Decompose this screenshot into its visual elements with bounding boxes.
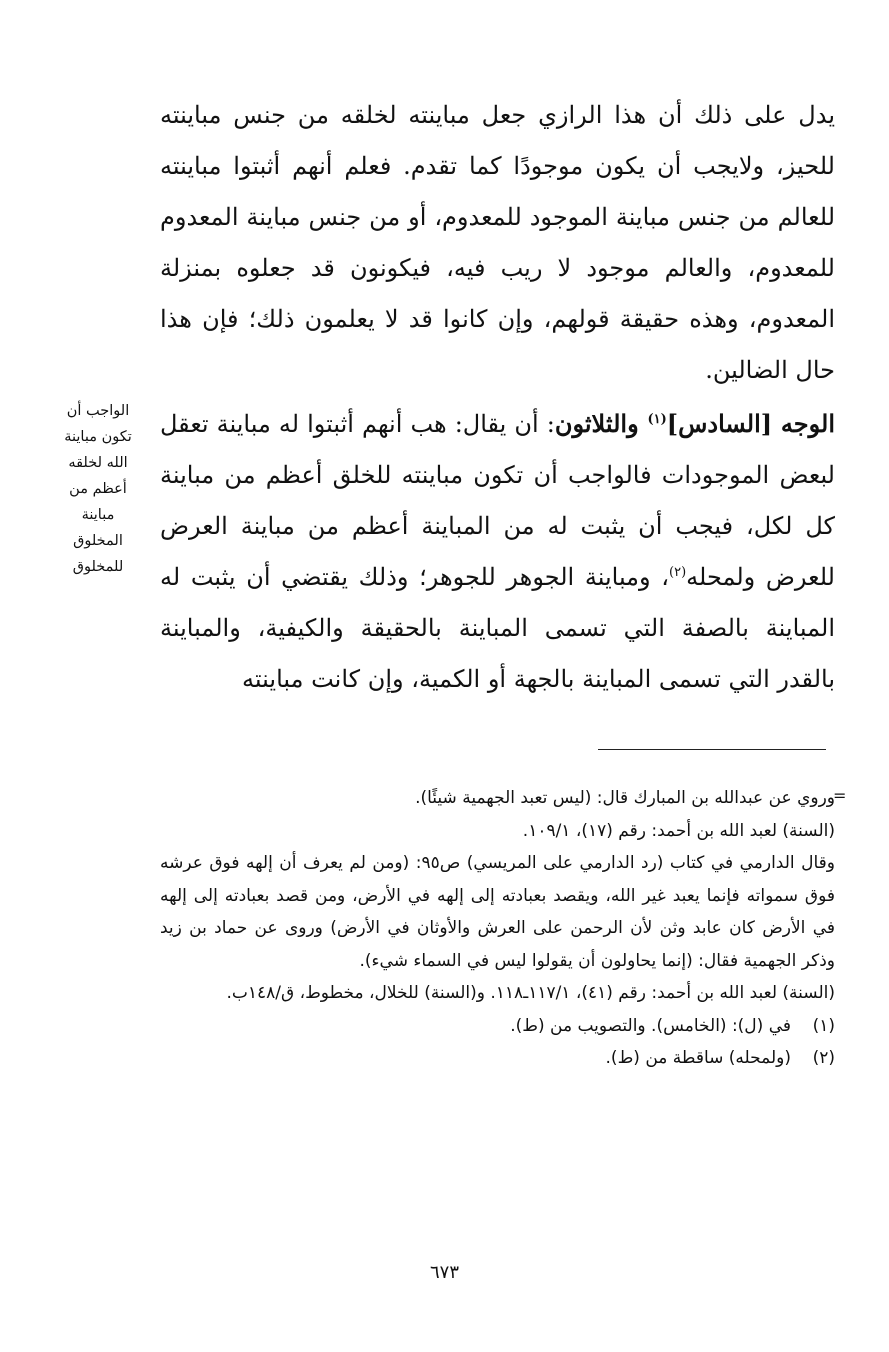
footnote-continuation-line: (السنة) لعبد الله بن أحمد: رقم (١٧)، ١٠٩/١. — [522, 820, 835, 841]
page-number: ٦٧٣ — [429, 1262, 459, 1283]
section-heading-start: الوجه [السادس] — [666, 409, 835, 438]
margin-note-line: مباينة — [81, 507, 115, 523]
margin-note — [46, 398, 150, 580]
margin-note-line: المخلوق — [73, 533, 123, 549]
paragraph-2-text-a: : أن يقال: هب أنهم أثبتوا له مباينة تعقل لبعض الموجودات فالواجب أن تكون مباينته للخلق أعظم من مباينة كل لكل، فيجب أن يثبت له من المباينة أعظم من مباينة العرض للعرض ولمحله — [160, 410, 835, 591]
footnote-ref-2: (٢) — [669, 565, 687, 580]
section-heading — [555, 409, 835, 438]
footnote-1 — [160, 1010, 835, 1043]
section-heading-end: والثلاثون — [554, 409, 648, 438]
footnote-text: (ولمحله) ساقطة من (ط). — [605, 1048, 791, 1068]
paragraph-2 — [160, 398, 835, 705]
footnote-divider — [598, 749, 826, 750]
margin-note-line: الواجب أن — [66, 403, 130, 419]
margin-note-line: الله لخلقه — [68, 455, 128, 471]
footnote-continuation-line: وقال الدارمي في كتاب (رد الدارمي على المريسي) ص٩٥: (ومن لم يعرف أن إلهه فوق عرشه فوق سمواته فإنما يعبد غير الله، ويقصد بعبادته إلى إلهه في الأرض، ومن قصد بعبادته إلى إلهه في الأرض كان عابد وثن لأن الرحمن على العرش والأوثان في الأرض) وروى عن حماد بن زيد وذكر الجهمية فقال: (إنما يحاولون أن يقولوا ليس في السماء شيء). — [160, 853, 835, 971]
footnote-number: (٢) — [812, 1048, 835, 1068]
margin-note-line: للمخلوق — [72, 559, 124, 575]
footnote-2 — [160, 1042, 835, 1075]
paragraph-2-text-b: ، ومباينة الجوهر للجوهر؛ وذلك يقتضي أن يثبت له المباينة بالصفة التي تسمى المباينة بالحقيقة والكيفية، والمباينة بالقدر التي تسمى المباينة بالجهة أو الكمية، وإن كانت مباينته — [160, 563, 835, 693]
footnote-continuation-mark: = — [833, 786, 847, 805]
footnote-number: (١) — [812, 1015, 835, 1036]
footnotes — [160, 782, 835, 1075]
margin-note-line: أعظم من — [69, 481, 127, 497]
footnote-continuation-line: وروي عن عبدالله بن المبارك قال: (ليس تعبد الجهمية شيئًا). — [415, 788, 835, 808]
margin-note-line: تكون مباينة — [64, 429, 132, 445]
footnote-text: في (ل): (الخامس). والتصويب من (ط). — [510, 1015, 791, 1036]
footnote-ref-1: (١) — [647, 412, 667, 427]
paragraph-1: يدل على ذلك أن هذا الرازي جعل مباينته لخلقه من جنس مباينته للحيز، ولايجب أن يكون موجودًا كما تقدم. فعلم أنهم أثبتوا مباينته للعالم من جنس مباينة الموجود للمعدوم، أو من جنس مباينة المعدوم للمعدوم، والعالم موجود لا ريب فيه، فيكونون قد جعلوه بمنزلة المعدوم، وهذه حقيقة قولهم، وإن كانوا قد لا يعلمون ذلك؛ فإن هذا حال الضالين. — [160, 101, 836, 384]
main-text — [160, 90, 835, 705]
footnote-continuation-line: (السنة) لعبد الله بن أحمد: رقم (٤١)، ١١٧/١ـ١١٨. و(السنة) للخلال، مخطوط، ق/١٤٨ب. — [226, 983, 835, 1003]
